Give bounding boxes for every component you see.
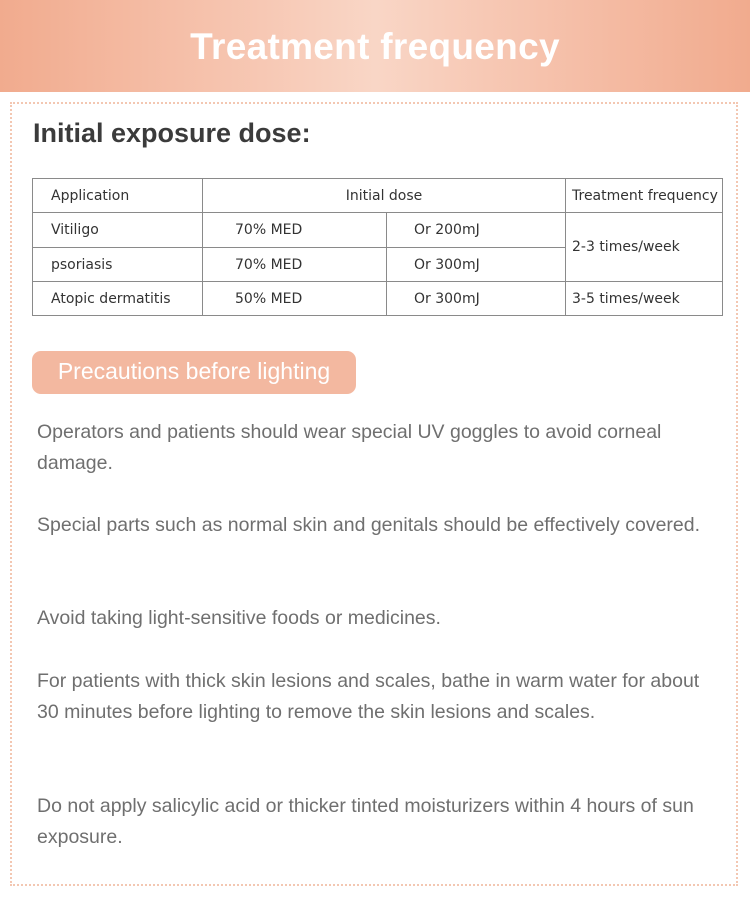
header-initial-dose: Initial dose xyxy=(203,179,566,213)
precaution-item: Do not apply salicylic acid or thicker tinted moisturizers within 4 hours of sun exposure. xyxy=(37,795,694,848)
precaution-item: For patients with thick skin lesions and scales, bathe in warm water for about 30 minutes before lighting to remove the skin lesions and scales. xyxy=(37,670,700,723)
precautions-badge xyxy=(32,351,356,394)
cell-mj: Or 300mJ xyxy=(387,282,566,316)
precaution-item: Operators and patients should wear special UV goggles to avoid corneal damage. xyxy=(37,421,662,474)
table-row xyxy=(33,213,723,248)
cell-application: Vitiligo xyxy=(33,213,203,248)
dose-table xyxy=(32,178,723,316)
precaution-item: Avoid taking light-sensitive foods or medicines. xyxy=(37,607,441,629)
cell-med: 70% MED xyxy=(203,248,387,282)
cell-frequency: 2-3 times/week xyxy=(566,213,723,282)
header-frequency: Treatment frequency xyxy=(566,179,723,213)
header-application: Application xyxy=(33,179,203,213)
precaution-item: Special parts such as normal skin and genitals should be effectively covered. xyxy=(37,514,701,536)
cell-med: 50% MED xyxy=(203,282,387,316)
cell-med: 70% MED xyxy=(203,213,387,248)
cell-application: Atopic dermatitis xyxy=(33,282,203,316)
cell-frequency: 3-5 times/week xyxy=(566,282,723,316)
cell-mj: Or 200mJ xyxy=(387,213,566,248)
cell-mj: Or 300mJ xyxy=(387,248,566,282)
precautions-label: Precautions before lighting xyxy=(57,358,331,384)
cell-application: psoriasis xyxy=(33,248,203,282)
page-title: Treatment frequency xyxy=(190,26,560,67)
section-title: Initial exposure dose: xyxy=(33,118,311,148)
table-header-row xyxy=(33,179,723,213)
header-banner xyxy=(0,0,750,92)
table-row xyxy=(33,282,723,316)
